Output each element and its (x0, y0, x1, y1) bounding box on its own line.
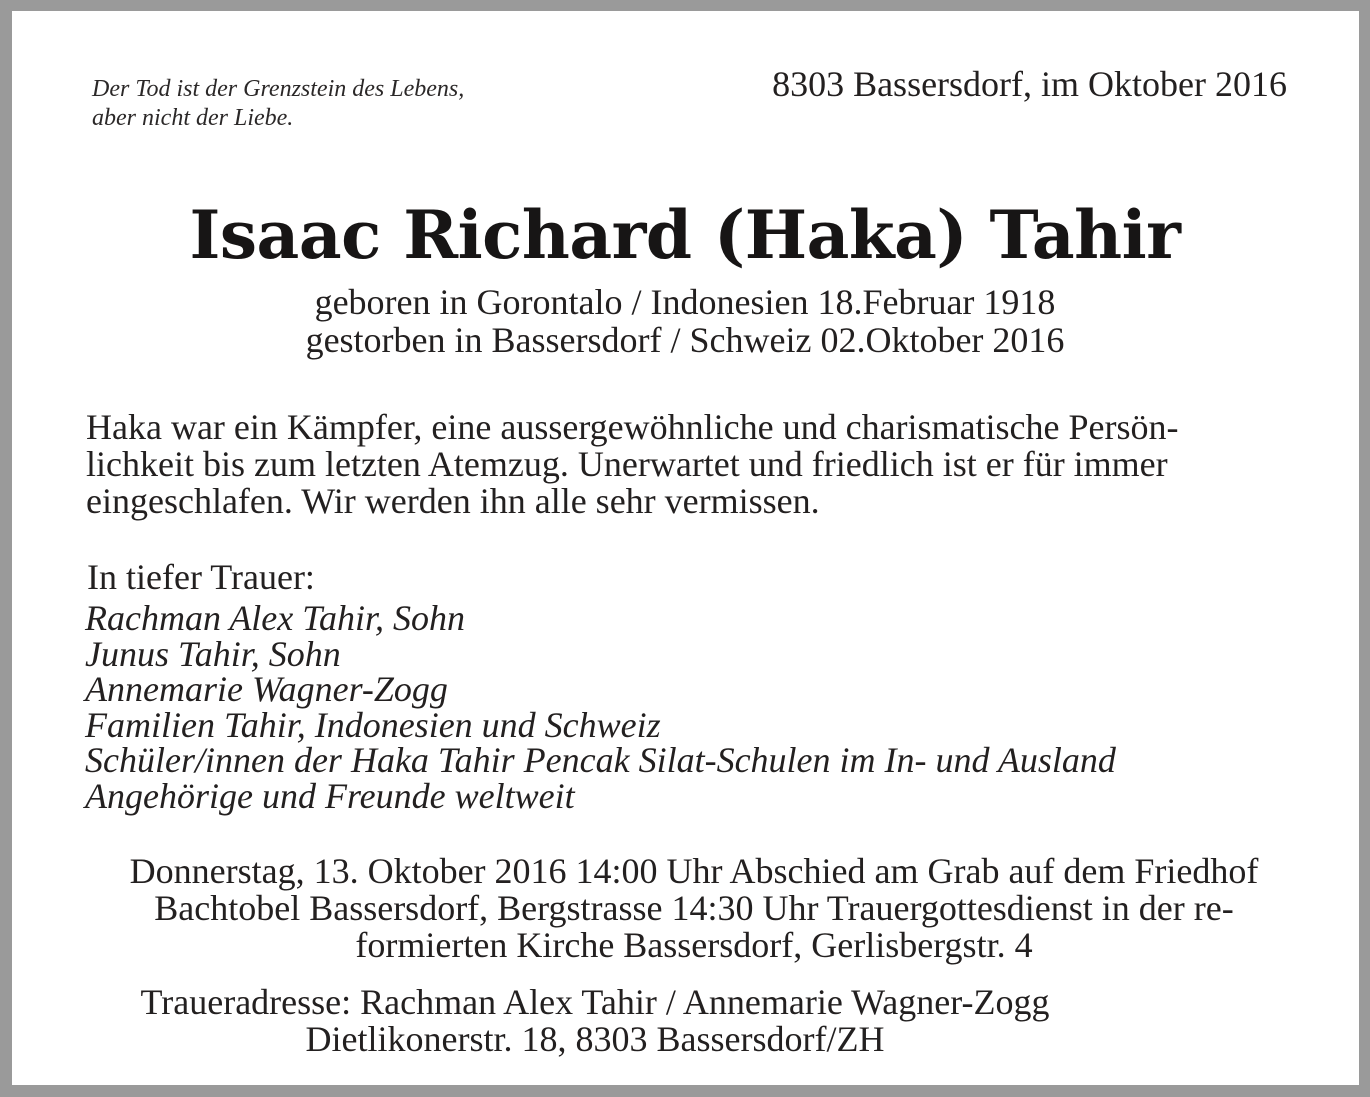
death-line: gestorben in Bassersdorf / Schweiz 02.Oktober 2016 (305, 320, 1065, 360)
address-line-2: Dietlikonerstr. 18, 8303 Bassersdorf/ZH (305, 1019, 885, 1059)
mourner-item: Angehörige und Freunde weltweit (85, 775, 575, 816)
service-line: Bachtobel Bassersdorf, Bergstrasse 14:30 Uhr Trauergottesdienst in der re- (154, 888, 1234, 928)
epigraph-line-1: Der Tod ist der Grenzstein des Lebens, (92, 76, 465, 102)
mourner-item: Familien Tahir, Indonesien und Schweiz (85, 704, 661, 745)
mourning-heading: In tiefer Trauer: (87, 557, 315, 597)
tribute-line: Haka war ein Kämpfer, eine aussergewöhnliche und charismatische Persön- (86, 407, 1179, 447)
funeral-service-info (12, 853, 1370, 964)
place-and-date: 8303 Bassersdorf, im Oktober 2016 (772, 64, 1287, 104)
mourner-item: Annemarie Wagner-Zogg (85, 669, 448, 710)
service-line: formierten Kirche Bassersdorf, Gerlisbergstr. 4 (355, 925, 1033, 965)
deceased-name: Isaac Richard (Haka) Tahir (189, 196, 1181, 274)
tribute-text (86, 409, 1179, 520)
birth-line: geboren in Gorontalo / Indonesien 18.Februar 1918 (314, 282, 1056, 322)
life-dates (12, 283, 1358, 359)
address-line-1: Traueradresse: Rachman Alex Tahir / Annemarie Wagner-Zogg (140, 982, 1050, 1022)
tribute-line: lichkeit bis zum letzten Atemzug. Unerwartet und friedlich ist er für immer (86, 444, 1168, 484)
mourner-item: Junus Tahir, Sohn (85, 633, 341, 674)
mourning-address (12, 984, 1178, 1058)
mourner-item: Schüler/innen der Haka Tahir Pencak Silat-Schulen im In- und Ausland (85, 740, 1116, 781)
epigraph-line-2: aber nicht der Liebe. (92, 105, 294, 131)
mourner-item: Rachman Alex Tahir, Sohn (85, 598, 466, 638)
tribute-line: eingeschlafen. Wir werden ihn alle sehr vermissen. (86, 481, 820, 521)
service-line: Donnerstag, 13. Oktober 2016 14:00 Uhr Abschied am Grab auf dem Friedhof (129, 851, 1259, 891)
epigraph-quote (92, 75, 464, 133)
mourners-list (85, 598, 1116, 816)
